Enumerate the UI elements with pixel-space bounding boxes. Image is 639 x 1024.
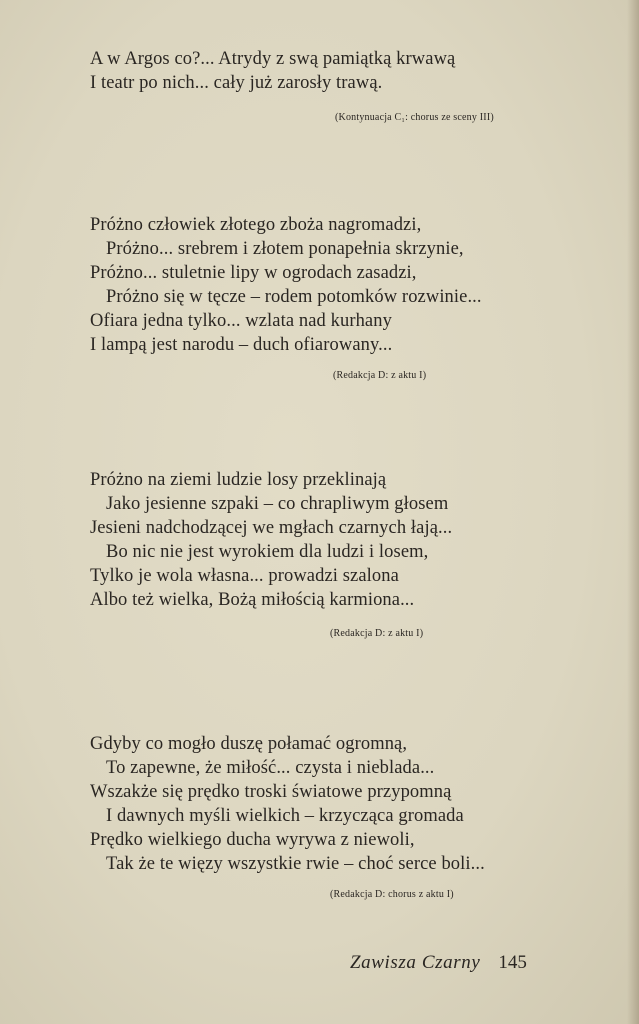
verse-line: Tylko je wola własna... prowadzi szalona xyxy=(90,566,399,586)
running-title: Zawisza Czarny xyxy=(350,952,481,973)
verse-line: Próżno... srebrem i złotem ponapełnia skrzynie, xyxy=(106,239,464,259)
verse-line: Jako jesienne szpaki – co chrapliwym głosem xyxy=(106,494,449,514)
editorial-note: (Redakcja D: z aktu I) xyxy=(330,628,424,639)
verse-line: Próżno na ziemi ludzie losy przeklinają xyxy=(90,470,387,490)
verse-line: Bo nic nie jest wyrokiem dla ludzi i losem, xyxy=(106,542,429,562)
page-number: 145 xyxy=(498,952,527,973)
stanza-3 xyxy=(90,468,560,612)
verse-line: I lampą jest narodu – duch ofiarowany... xyxy=(90,335,393,355)
page-footer xyxy=(350,952,527,974)
stanza-4 xyxy=(90,732,560,876)
verse-line: A w Argos co?... Atrydy z swą pamiątką krwawą xyxy=(90,49,456,69)
stanza-2 xyxy=(90,213,560,357)
verse-line: Próżno... stuletnie lipy w ogrodach zasadzi, xyxy=(90,263,417,283)
verse-line: I dawnych myśli wielkich – krzycząca gromada xyxy=(106,806,464,826)
verse-line: Jesieni nadchodzącej we mgłach czarnych łają... xyxy=(90,518,453,538)
page-edge-shadow xyxy=(627,0,639,1024)
editorial-note: (Kontynuacja C₁: chorus ze sceny III) xyxy=(335,112,494,123)
stanza-1 xyxy=(90,47,560,95)
verse-line: Próżno się w tęcze – rodem potomków rozwinie... xyxy=(106,287,482,307)
verse-line: Wszakże się prędko troski światowe przypomną xyxy=(90,782,452,802)
verse-line: Próżno człowiek złotego zboża nagromadzi, xyxy=(90,215,422,235)
editorial-note: (Redakcja D: chorus z aktu I) xyxy=(330,889,454,900)
verse-line: Tak że te więzy wszystkie rwie – choć serce boli... xyxy=(106,854,485,874)
verse-line: Albo też wielka, Bożą miłością karmiona... xyxy=(90,590,415,610)
verse-line: Ofiara jedna tylko... wzlata nad kurhany xyxy=(90,311,392,331)
verse-line: I teatr po nich... cały już zarosły trawą. xyxy=(90,73,383,93)
editorial-note: (Redakcja D: z aktu I) xyxy=(333,370,427,381)
verse-line: To zapewne, że miłość... czysta i nieblada... xyxy=(106,758,435,778)
verse-line: Gdyby co mogło duszę połamać ogromną, xyxy=(90,734,408,754)
verse-line: Prędko wielkiego ducha wyrywa z niewoli, xyxy=(90,830,415,850)
